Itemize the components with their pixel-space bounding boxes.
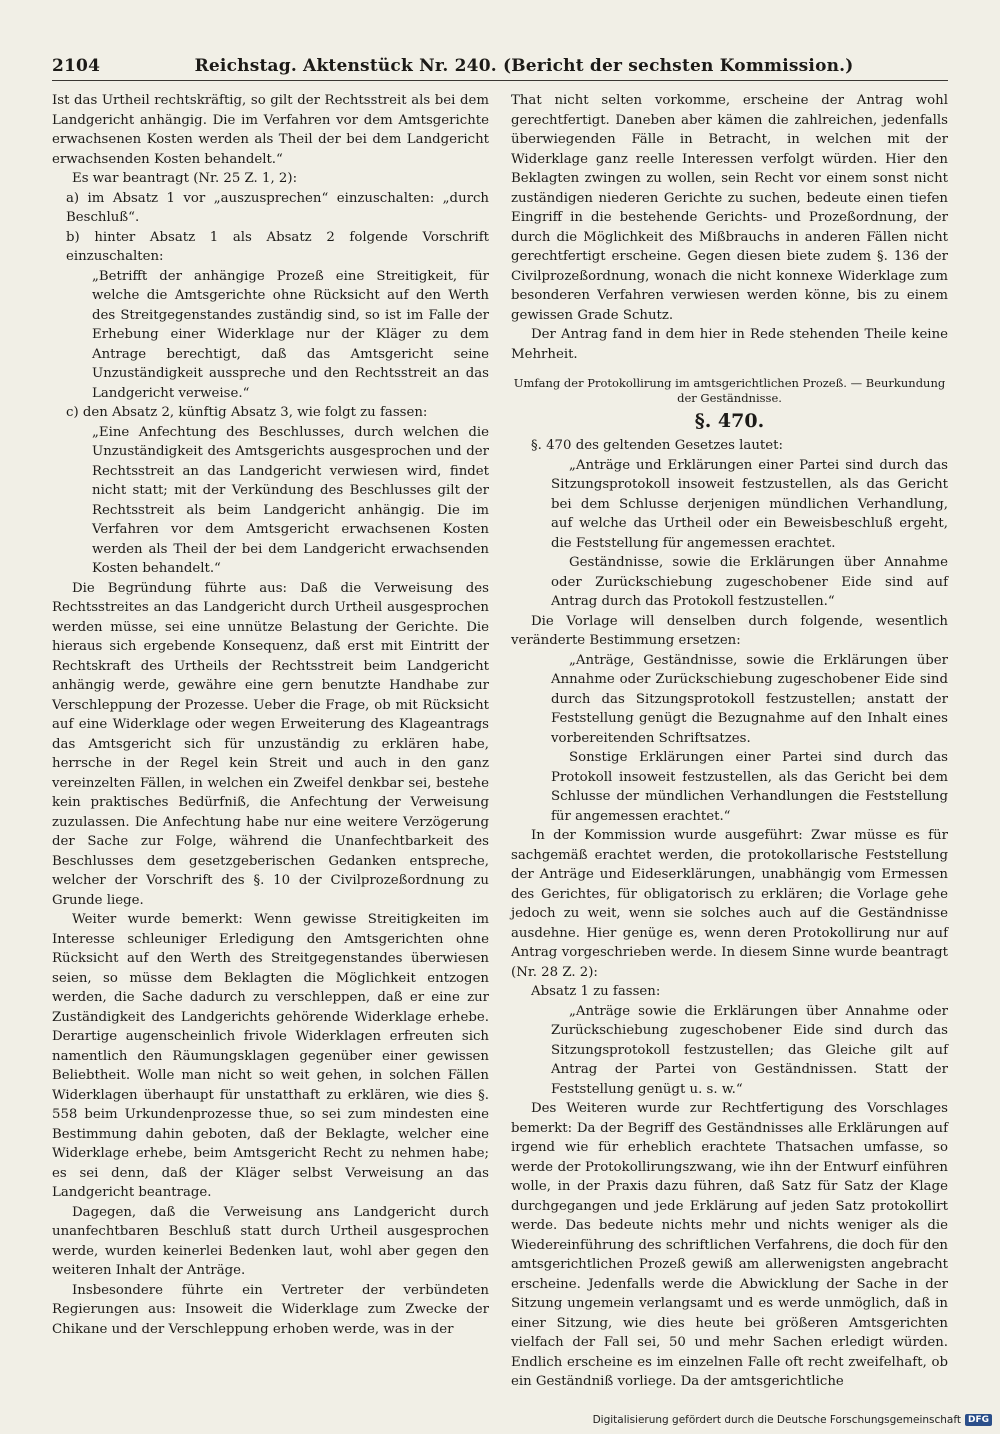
paragraph: In der Kommission wurde ausgeführt: Zwar müsse es für sachgemäß erachtet werden, die protokollarische Feststellung der Anträge und Eideserklärungen, unabhängig vom Ermessen des Gerichtes, für obligatorisch zu erklären; die Vorlage gehe jedoch zu weit, wenn sie solches auch auf die Geständnisse ausdehne. Hier genüge es, wenn deren Protokollirung nur auf Antrag vorgeschrieben werde. In diesem Sinne wurde beantragt (Nr. 28 Z. 2): <box>511 828 948 980</box>
quoted-provision: „Anträge sowie die Erklärungen über Annahme oder Zurückschiebung zugeschobener Eide sind durch das Sitzungsprotokoll festzustellen; das Gleiche gilt auf Antrag der Partei von Geständnissen. Statt der Feststellung genügt u. s. w.“ <box>551 1003 948 1097</box>
paragraph: Ist das Urtheil rechtskräftig, so gilt der Rechtsstreit als bei dem Landgericht anhängig. Die im Verfahren vor dem Amtsgerichte erwachsenen Kosten werden als Theil der bei dem Landgericht erwachsenden Kosten behandelt.“ <box>52 93 489 167</box>
page-title: Reichstag. Aktenstück Nr. 240. (Bericht der sechsten Kommission.) <box>194 56 854 76</box>
left-column <box>52 91 489 1392</box>
paragraph: Insbesondere führte ein Vertreter der verbündeten Regierungen aus: Insoweit die Widerklage zum Zwecke der Chikane und der Verschleppung erhoben werde, was in der <box>52 1282 489 1337</box>
list-item: c) den Absatz 2, künftig Absatz 3, wie folgt zu fassen: <box>66 405 428 420</box>
dfg-logo: DFG <box>965 1414 992 1426</box>
quoted-provision: Sonstige Erklärungen einer Partei sind durch das Protokoll insoweit festzustellen, als das Gericht bei dem Schlusse der mündlichen Verhandlungen die Feststellung für angemessen erachtet.“ <box>551 750 948 824</box>
section-heading: §. 470. <box>694 410 765 432</box>
paragraph: Absatz 1 zu fassen: <box>531 984 661 999</box>
document-page <box>52 56 948 1392</box>
paragraph: Es war beantragt (Nr. 25 Z. 1, 2): <box>72 171 298 186</box>
paragraph: Weiter wurde bemerkt: Wenn gewisse Streitigkeiten im Interesse schleuniger Erledigung den Amtsgerichten ohne Rücksicht auf den Werth des Streitgegenstandes überwiesen seien, so müsse dem Beklagten die Möglichkeit entzogen werden, die Sache dadurch zu verschleppen, daß er eine zur Zuständigkeit des Landgerichts gehörende Widerklage erhebe. Derartige augenscheinlich frivole Widerklagen erfreuten sich namentlich den Räumungsklagen gegenüber einer gewissen Beliebtheit. Wolle man nicht so weit gehen, in solchen Fällen Widerklagen überhaupt für unstatthaft zu erklären, wie dies §. 558 beim Urkundenprozesse thue, so sei zum mindesten eine Bestimmung dahin geboten, daß der Beklagte, welcher eine Widerklage erhebe, beim Amtsgericht Recht zu nehmen habe; es sei denn, daß der Kläger selbst Verweisung an das Landgericht beantrage. <box>52 912 489 1200</box>
paragraph: Dagegen, daß die Verweisung ans Landgericht durch unanfechtbaren Beschluß statt durch Urtheil ausgesprochen werde, wurden keinerlei Bedenken laut, wohl aber gegen den weiteren Inhalt der Anträge. <box>52 1204 489 1278</box>
list-item: a) im Absatz 1 vor „auszusprechen“ einzuschalten: „durch Beschluß“. <box>66 190 489 225</box>
paragraph: That nicht selten vorkomme, erscheine der Antrag wohl gerechtfertigt. Daneben aber kämen die zahlreichen, jedenfalls überwiegenden Fälle in Betracht, in welchen mit der Widerklage ganz reelle Interessen verfolgt würden. Hier den Beklagten zwingen zu wollen, sein Recht vor einem sonst nicht zuständigen niederen Gerichte zu suchen, bedeute einen tiefen Eingriff in die bestehende Gerichts- und Prozeßordnung, der durch die Möglichkeit des Mißbrauchs in anderen Fällen nicht gerechtfertigt erscheine. Gegen diesen biete zudem §. 136 der Civilprozeßordnung, wonach die nicht konnexe Widerklage zum besonderen Verfahren verwiesen werden könne, bis zu einem gewissen Grade Schutz. <box>511 93 948 323</box>
list-item: b) hinter Absatz 1 als Absatz 2 folgende Vorschrift einzuschalten: <box>66 229 489 264</box>
digitization-credit <box>593 1414 992 1426</box>
quoted-provision: „Anträge, Geständnisse, sowie die Erklärungen über Annahme oder Zurückschiebung zugeschobener Eide sind durch das Sitzungsprotokoll festzustellen; anstatt der Feststellung genügt die Bezugnahme auf den Inhalt eines vorbereitenden Schriftsatzes. <box>551 652 948 746</box>
text-columns <box>52 91 948 1392</box>
paragraph: Der Antrag fand in dem hier in Rede stehenden Theile keine Mehrheit. <box>511 327 948 362</box>
paragraph: Des Weiteren wurde zur Rechtfertigung des Vorschlages bemerkt: Da der Begriff des Geständnisses alle Erklärungen auf irgend wie für erheblich erachtete Thatsachen umfasse, so werde der Protokollirungszwang, wie ihn der Entwurf einführen wolle, in der Praxis dazu führen, daß Satz für Satz der Klage durchgegangen und jede Erklärung auf jeden Satz protokollirt werde. Das bedeute nichts mehr und nichts weniger als die Wiedereinführung des schriftlichen Verfahrens, die doch für den amtsgerichtlichen Prozeß gewiß am allerwenigsten angebracht erscheine. Jedenfalls werde die Abwicklung der Sache in der Sitzung ungemein verlangsamt und es werde unmöglich, daß in einer Sitzung, wie dies heute bei größeren Amtsgerichten vielfach der Fall sei, 50 und mehr Sachen erledigt würden. Endlich erscheine es im einzelnen Falle oft recht zweifelhaft, ob ein Geständniß vorliege. Da der amtsgerichtliche <box>511 1101 948 1389</box>
page-header <box>52 56 948 81</box>
quoted-provision: „Anträge und Erklärungen einer Partei sind durch das Sitzungsprotokoll insoweit festzustellen, als das Gericht bei dem Schlusse derjenigen mündlichen Verhandlung, auf welche das Urtheil oder ein Beweisbeschluß ergeht, die Feststellung für angemessen erachtet. <box>551 457 948 551</box>
quoted-provision: „Betrifft der anhängige Prozeß eine Streitigkeit, für welche die Amtsgerichte ohne Rücksicht auf den Werth des Streitgegenstandes zuständig sind, so ist im Falle der Erhebung einer Widerklage nur der Kläger zu dem Antrage berechtigt, daß das Amtsgericht seine Unzuständigkeit ausspreche und den Rechtsstreit an das Landgericht verweise.“ <box>92 268 489 401</box>
credit-text: Digitalisierung gefördert durch die Deutsche Forschungsgemeinschaft <box>592 1414 961 1426</box>
quoted-provision: „Eine Anfechtung des Beschlusses, durch welchen die Unzuständigkeit des Amtsgerichts ausgesprochen und der Rechtsstreit an das Landgericht verwiesen wird, findet nicht statt; mit der Verkündung des Beschlusses gilt der Rechtsstreit als beim Landgericht anhängig. Die im Verfahren vor dem Amtsgericht erwachsenen Kosten werden als Theil der bei dem Landgericht erwachsenden Kosten behandelt.“ <box>92 424 489 576</box>
page-number: 2104 <box>52 56 101 76</box>
paragraph: §. 470 des geltenden Gesetzes lautet: <box>531 438 783 453</box>
quoted-provision: Geständnisse, sowie die Erklärungen über Annahme oder Zurückschiebung zugeschobener Eide sind auf Antrag durch das Protokoll festzustellen.“ <box>551 555 948 609</box>
paragraph: Die Begründung führte aus: Daß die Verweisung des Rechtsstreites an das Landgericht durch Urtheil ausgesprochen werden müsse, sei eine unnütze Belastung der Gerichte. Die hieraus sich ergebende Konsequenz, daß erst mit Eintritt der Rechtskraft des Urtheils der Rechtsstreit beim Landgericht anhängig werde, gewähre eine gern benutzte Handhabe zur Verschleppung der Prozesse. Ueber die Frage, ob mit Rücksicht auf eine Widerklage oder wegen Erweiterung des Klageantrags das Amtsgericht sich für unzuständig zu erklären habe, herrsche in der Regel kein Streit und auch in den ganz vereinzelten Fällen, in welchen ein Zweifel denkbar sei, bestehe kein praktisches Bedürfniß, die Anfechtung der Verweisung zuzulassen. Die Anfechtung habe nur eine weitere Verzögerung der Sache zur Folge, während die Unanfechtbarkeit des Beschlusses dem gesetzgeberischen Gedanken entspreche, welcher der Vorschrift des §. 10 der Civilprozeßordnung zu Grunde liege. <box>52 580 489 908</box>
paragraph: Die Vorlage will denselben durch folgende, wesentlich veränderte Bestimmung ersetzen: <box>511 613 948 648</box>
section-subheading: Umfang der Protokollirung im amtsgerichtlichen Prozeß. — Beurkundung der Geständnisse. <box>513 376 946 405</box>
right-column <box>511 91 948 1392</box>
